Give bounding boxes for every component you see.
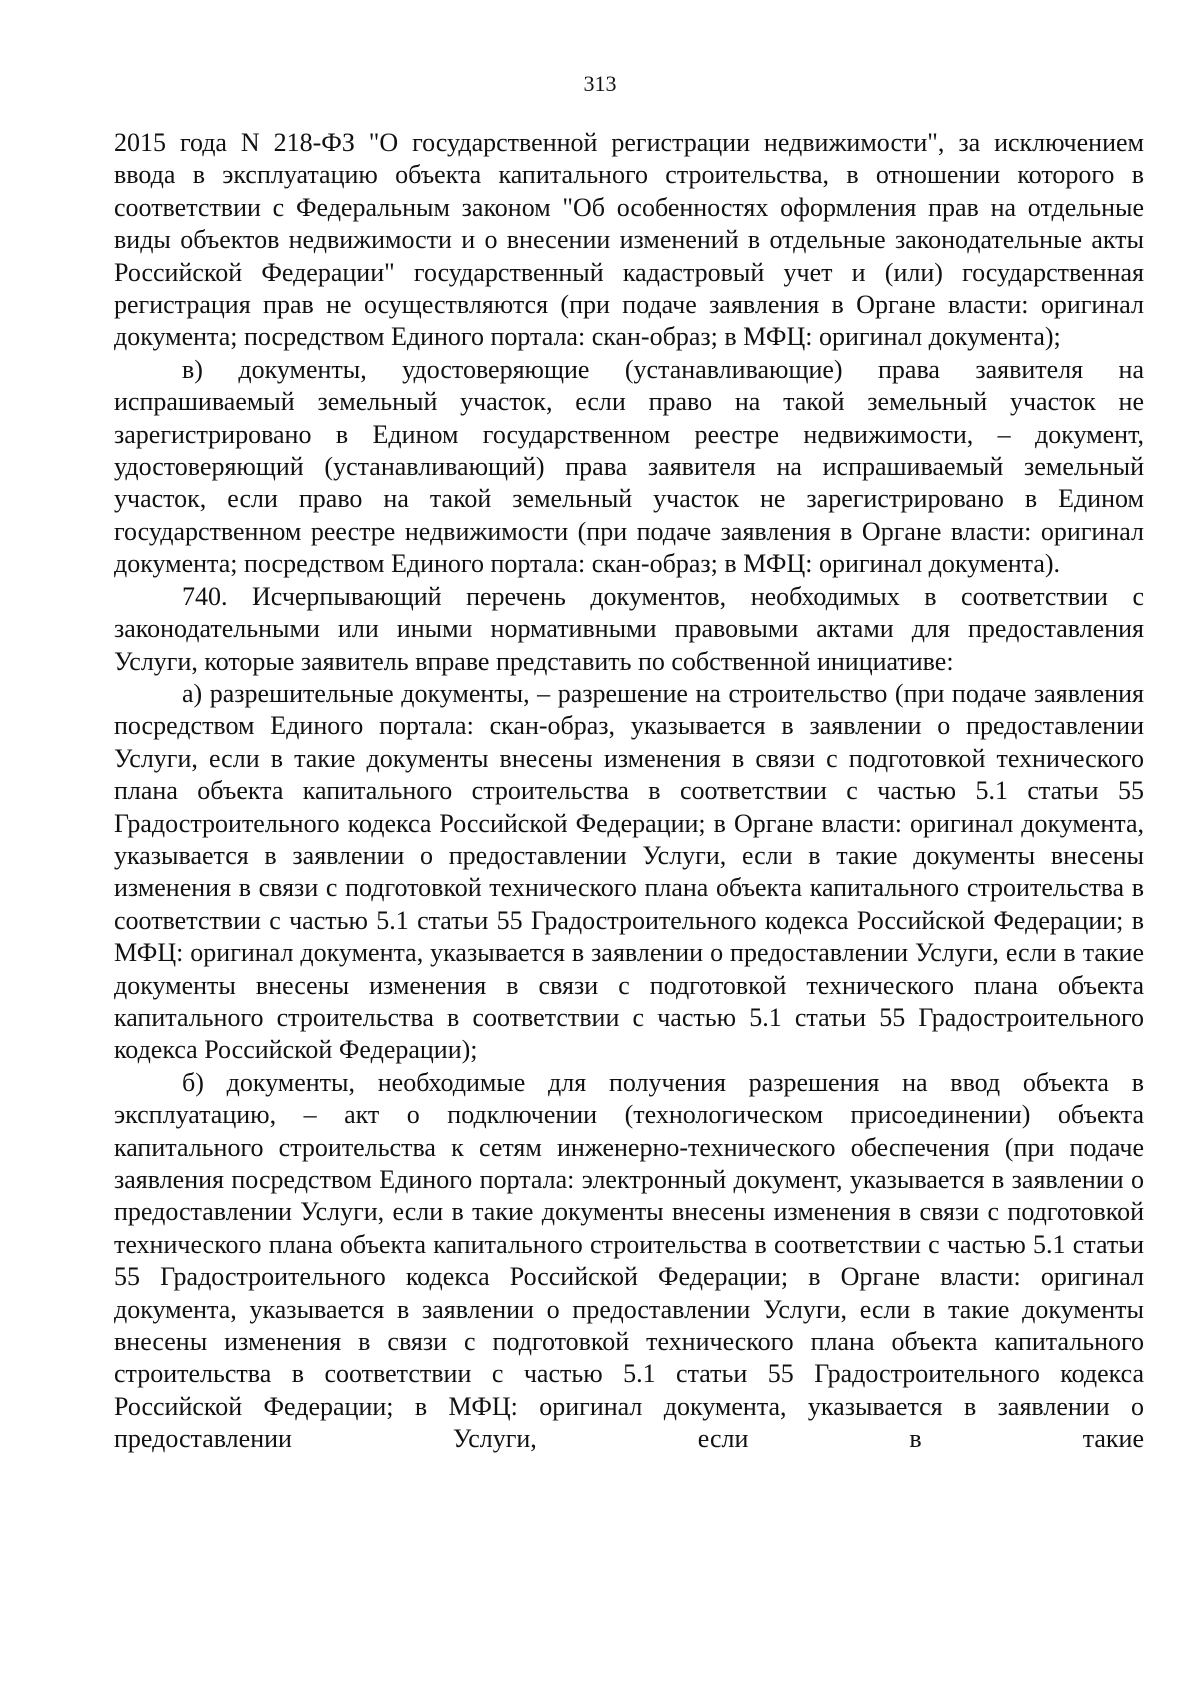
paragraph-item-v: в) документы, удостоверяющие (устанавливающие) права заявителя на испрашиваемый земельный участок, если право на такой земельный участок не зарегистрировано в Едином государственном реестре недвижимости, – документ, удостоверяющий (устанавливающий) права заявителя на испрашиваемый земельный участок, если право на такой земельный участок не зарегистрировано в Едином государственном реестре недвижимости (при подаче заявления в Органе власти: оригинал документа; посредством Единого портала: скан-образ; в МФЦ: оригинал документа). [114,354,1144,579]
page-number: 313 [583,71,617,96]
document-body [114,127,1144,1456]
paragraph-item-a: а) разрешительные документы, – разрешение на строительство (при подаче заявления посредством Единого портала: скан-образ, указывается в заявлении о предоставлении Услуги, если в такие документы внесены изменения в связи с подготовкой технического плана объекта капитального строительства в соответствии с частью 5.1 статьи 55 Градостроительного кодекса Российской Федерации; в Органе власти: оригинал документа, указывается в заявлении о предоставлении Услуги, если в такие документы внесены изменения в связи с подготовкой технического плана объекта капитального строительства в соответствии с частью 5.1 статьи 55 Градостроительного кодекса Российской Федерации; в МФЦ: оригинал документа, указывается в заявлении о предоставлении Услуги, если в такие документы внесены изменения в связи с подготовкой технического плана объекта капитального строительства в соответствии с частью 5.1 статьи 55 Градостроительного кодекса Российской Федерации); [114,678,1144,1065]
paragraph-continuation: 2015 года N 218-ФЗ "О государственной регистрации недвижимости", за исключением ввода в эксплуатацию объекта капитального строительства, в отношении которого в соответствии с Федеральным законом "Об особенностях оформления прав на отдельные виды объектов недвижимости и о внесении изменений в отдельные законодательные акты Российской Федерации" государственный кадастровый учет и (или) государственная регистрация прав не осуществляются (при подаче заявления в Органе власти: оригинал документа; посредством Единого портала: скан-образ; в МФЦ: оригинал документа); [114,128,1144,352]
paragraph-item-b: б) документы, необходимые для получения разрешения на ввод объекта в эксплуатацию, – акт о подключении (технологическом присоединении) объекта капитального строительства к сетям инженерно-технического обеспечения (при подаче заявления посредством Единого портала: электронный документ, указывается в заявлении о предоставлении Услуги, если в такие документы внесены изменения в связи с подготовкой технического плана объекта капитального строительства в соответствии с частью 5.1 статьи 55 Градостроительного кодекса Российской Федерации; в Органе власти: оригинал документа, указывается в заявлении о предоставлении Услуги, если в такие документы внесены изменения в связи с подготовкой технического плана объекта капитального строительства в соответствии с частью 5.1 статьи 55 Градостроительного кодекса Российской Федерации; в МФЦ: оригинал документа, указывается в заявлении о предоставлении Услуги, если в такие [114,1067,1144,1454]
paragraph-740: 740. Исчерпывающий перечень документов, необходимых в соответствии с законодательными или иными нормативными правовыми актами для предоставления Услуги, которые заявитель вправе представить по собственной инициативе: [114,581,1144,676]
